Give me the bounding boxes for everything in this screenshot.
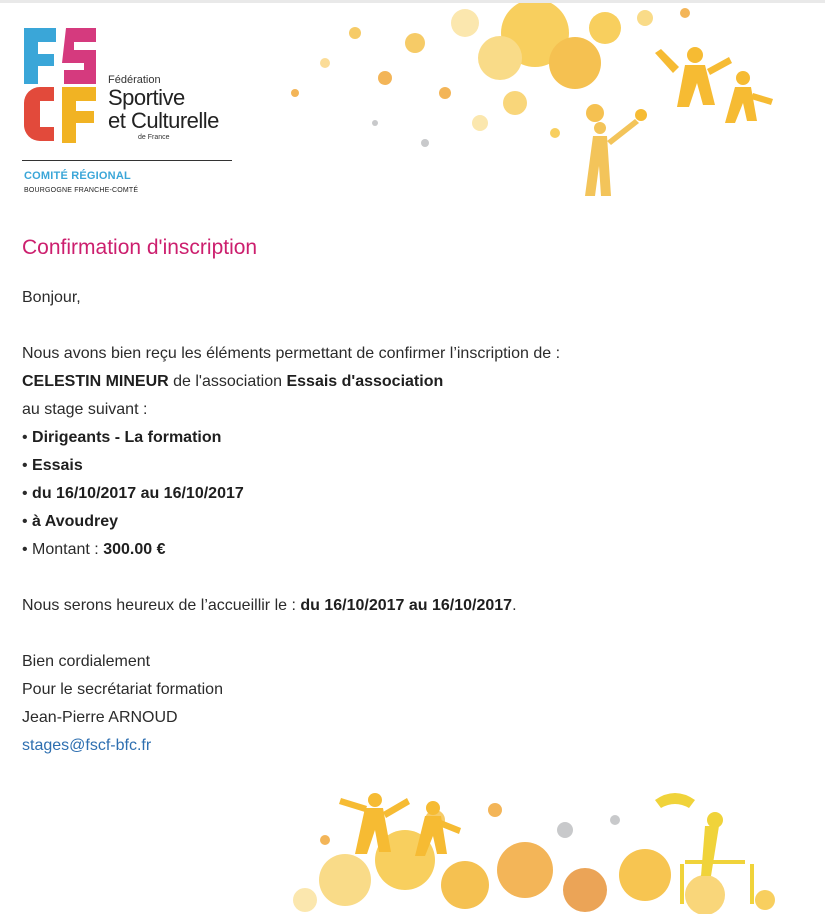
footer-splash-illustration bbox=[265, 760, 825, 914]
amount-value: 300.00 € bbox=[103, 541, 166, 558]
amount-label: Montant : bbox=[32, 541, 104, 558]
stage-dates-item bbox=[22, 484, 244, 504]
welcome-line bbox=[22, 596, 517, 616]
logo-federation-label: Fédération bbox=[108, 74, 161, 86]
email-header bbox=[0, 3, 825, 203]
signature-email-row bbox=[22, 736, 151, 756]
page-title: Confirmation d'inscription bbox=[22, 236, 258, 259]
association-name: Essais d'association bbox=[286, 373, 444, 390]
participant-line bbox=[22, 372, 443, 392]
participant-name: CELESTIN MINEUR bbox=[22, 373, 169, 390]
stage-name-item bbox=[22, 428, 221, 448]
signature-closing: Bien cordialement bbox=[22, 653, 151, 670]
stage-type: Essais bbox=[32, 457, 83, 474]
stage-dates: du 16/10/2017 au 16/10/2017 bbox=[32, 485, 244, 502]
bullet: • bbox=[22, 457, 33, 474]
stage-place-item bbox=[22, 512, 118, 532]
bullet: • bbox=[22, 541, 33, 558]
header-splash-illustration bbox=[265, 3, 825, 208]
fscf-logo bbox=[22, 25, 252, 205]
logo-comite-label: COMITÉ RÉGIONAL bbox=[24, 170, 131, 182]
stage-name: Dirigeants - La formation bbox=[32, 429, 222, 446]
welcome-text: Nous serons heureux de l’accueillir le : bbox=[22, 597, 301, 614]
participant-connector: de l'association bbox=[168, 373, 287, 390]
stage-intro-text: au stage suivant : bbox=[22, 401, 148, 418]
intro-text: Nous avons bien reçu les éléments permettant de confirmer l’inscription de : bbox=[22, 345, 561, 362]
bullet: • bbox=[22, 429, 33, 446]
welcome-end: . bbox=[512, 597, 517, 614]
welcome-dates: du 16/10/2017 au 16/10/2017 bbox=[300, 597, 513, 614]
fscf-logo-mark-icon bbox=[22, 25, 102, 155]
bullet: • bbox=[22, 513, 33, 530]
greeting-text: Bonjour, bbox=[22, 289, 81, 306]
stage-amount-item bbox=[22, 540, 165, 560]
logo-france-label: de France bbox=[138, 134, 170, 141]
logo-region-label: BOURGOGNE FRANCHE-COMTÉ bbox=[24, 187, 139, 194]
signature-name: Jean-Pierre ARNOUD bbox=[22, 709, 178, 726]
logo-sportive-label: Sportive bbox=[108, 85, 185, 110]
logo-culturelle-label: et Culturelle bbox=[108, 108, 219, 133]
bullet: • bbox=[22, 485, 33, 502]
signature-role: Pour le secrétariat formation bbox=[22, 681, 223, 698]
stage-place: à Avoudrey bbox=[32, 513, 118, 530]
logo-divider bbox=[22, 160, 232, 161]
signature-email-link[interactable]: stages@fscf-bfc.fr bbox=[22, 737, 152, 754]
stage-type-item bbox=[22, 456, 83, 476]
